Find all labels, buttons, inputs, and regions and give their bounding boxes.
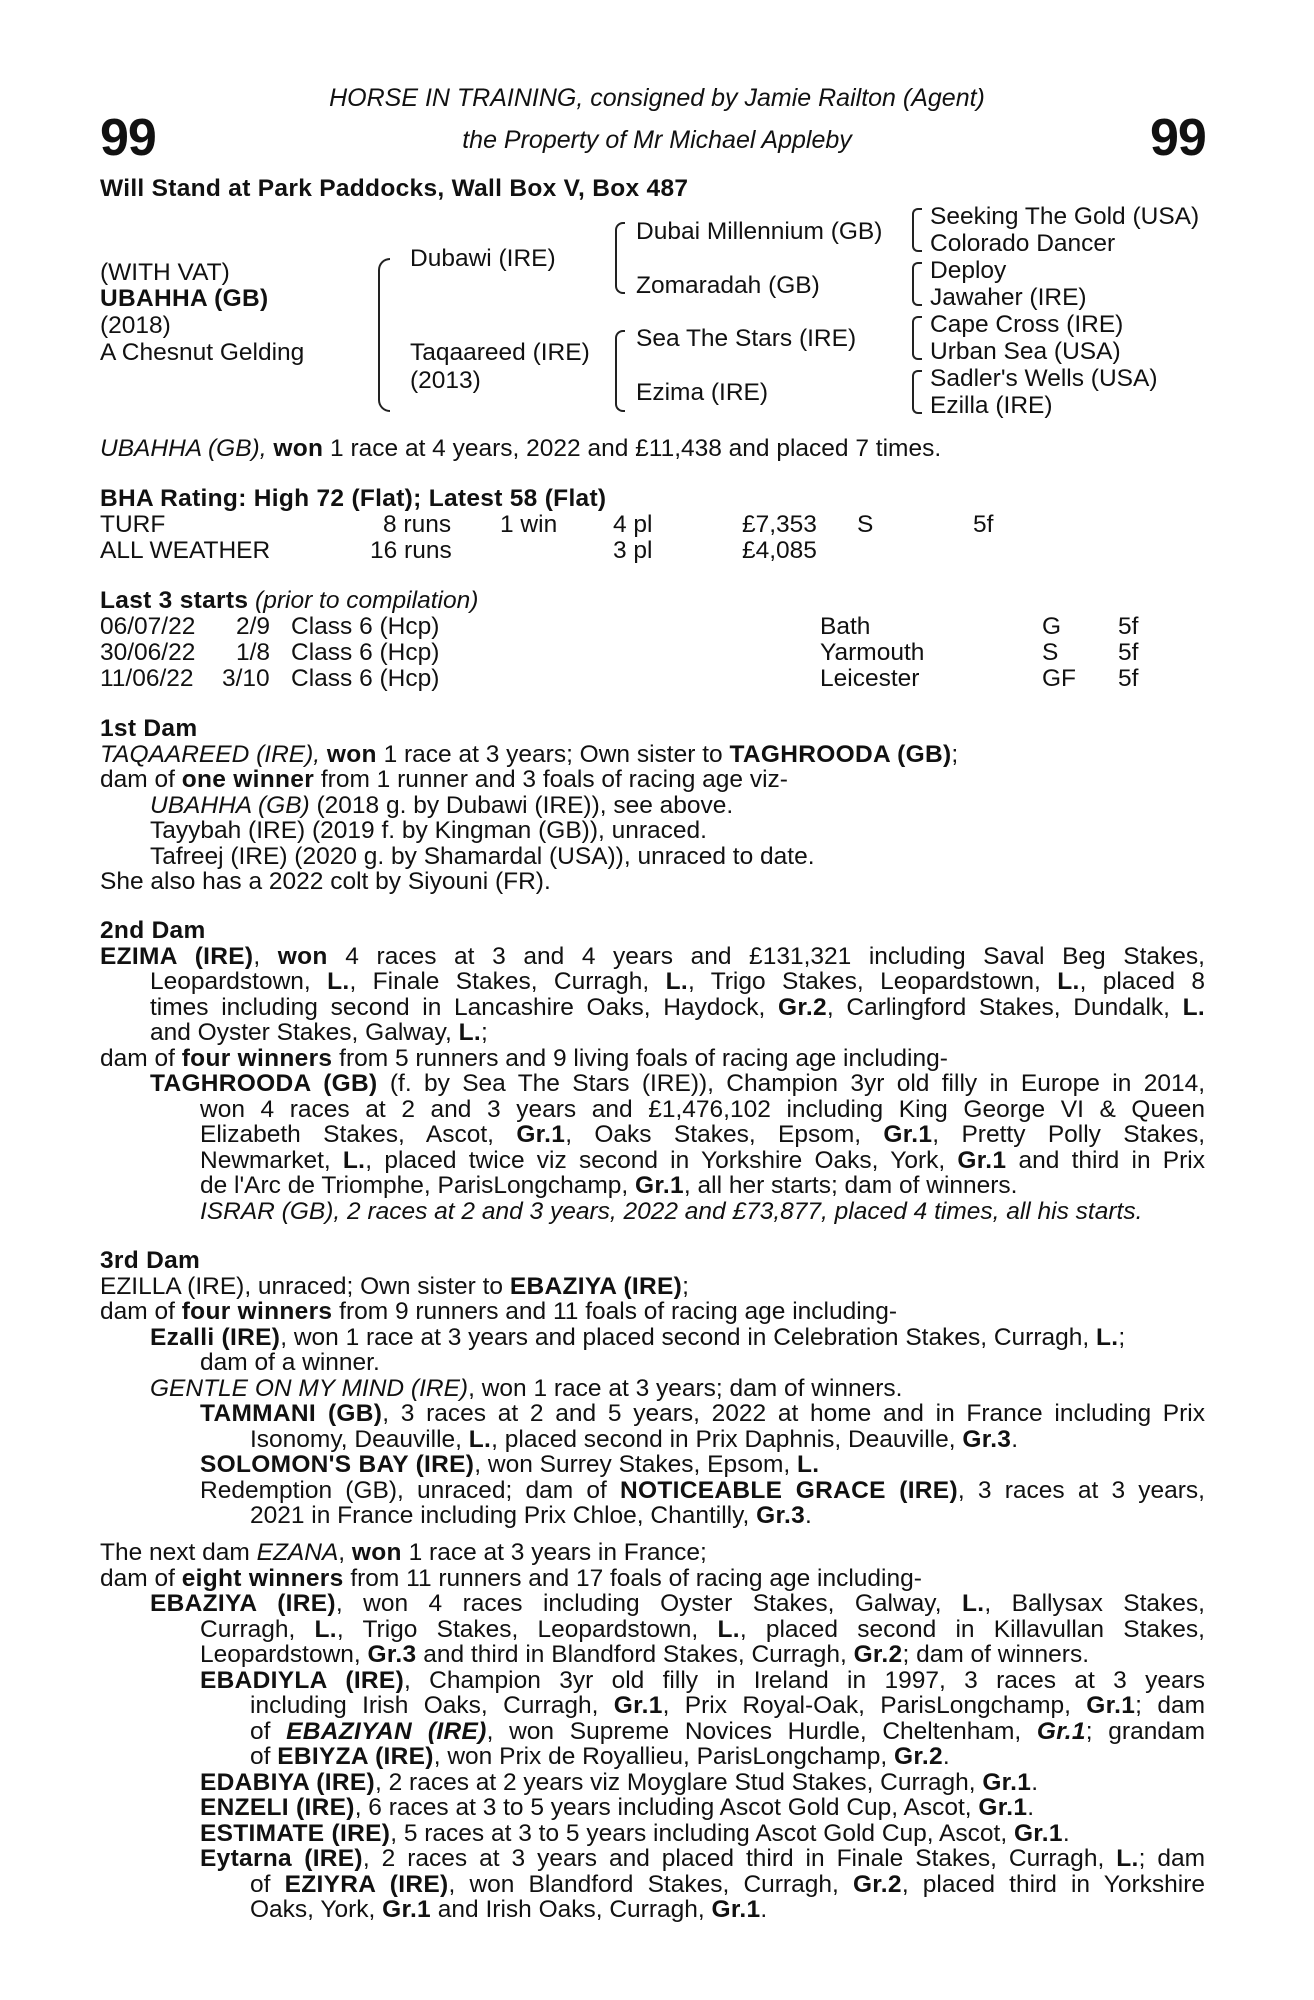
third-dam-line: dam of four winners from 9 runners and 11 foals of racing age including- (100, 1298, 898, 1325)
start-going: GF (1042, 665, 1077, 692)
pedigree-brace-3a (912, 208, 922, 252)
third-dam-line: GENTLE ON MY MIND (IRE), won 1 race at 3 years; dam of winners. (150, 1374, 903, 1402)
start-class: Class 6 (Hcp) (291, 639, 440, 666)
rating-dist-turf: 5f (973, 511, 994, 538)
start-class: Class 6 (Hcp) (291, 613, 440, 640)
second-dam-line: times including second in Lancashire Oaks, Haydock, Gr.2, Carlingford Stakes, Dundalk, L. (150, 994, 1205, 1020)
pedigree-sds: Deploy (930, 257, 1007, 284)
second-dam-section (100, 918, 1205, 1224)
first-dam-heading: 1st Dam (100, 715, 198, 742)
race-summary: UBAHHA (GB), won 1 race at 4 years, 2022 and £11,438 and placed 7 times. (100, 435, 942, 462)
first-dam-section (100, 716, 1205, 895)
first-dam-line: TAQAAREED (IRE), won 1 race at 3 years; Own sister to TAGHROODA (GB); (100, 740, 959, 768)
start-dist: 5f (1118, 639, 1139, 666)
next-dam-line: Oaks, York, Gr.1 and Irish Oaks, Curragh, Gr.1. (250, 1896, 768, 1923)
pedigree-dds: Sadler's Wells (USA) (930, 365, 1158, 392)
start-dist: 5f (1118, 665, 1139, 692)
pedigree-dam-sire: Sea The Stars (IRE) (636, 325, 857, 352)
second-dam-heading: 2nd Dam (100, 917, 206, 944)
third-dam-line: dam of a winner. (200, 1349, 380, 1376)
start-date: 11/06/22 (100, 665, 194, 692)
next-dam-line: of EZIYRA (IRE), won Blandford Stakes, Curragh, Gr.2, placed third in Yorkshire (250, 1871, 1205, 1897)
rating-surface-aw: ALL WEATHER (100, 537, 271, 564)
second-dam-line: EZIMA (IRE), won 4 races at 3 and 4 years and £131,321 including Saval Beg Stakes, (100, 943, 1205, 969)
second-dam-line: Elizabeth Stakes, Ascot, Gr.1, Oaks Stakes, Epsom, Gr.1, Pretty Polly Stakes, (200, 1122, 1205, 1148)
third-dam-line: Ezalli (IRE), won 1 race at 3 years and placed second in Celebration Stakes, Curragh, L.; (150, 1323, 1126, 1351)
next-dam-line: Leopardstown, Gr.3 and third in Blandford Stakes, Curragh, Gr.2; dam of winners. (200, 1641, 1090, 1668)
third-dam-line: SOLOMON'S BAY (IRE), won Surrey Stakes, Epsom, L. (200, 1451, 820, 1478)
pedigree-brace-3c (912, 316, 922, 360)
second-dam-line: dam of four winners from 5 runners and 9 living foals of racing age including- (100, 1044, 948, 1072)
second-dam-line: TAGHROODA (GB) (f. by Sea The Stars (IRE)), Champion 3yr old filly in Europe in 2014, (150, 1071, 1205, 1097)
start-class: Class 6 (Hcp) (291, 665, 440, 692)
start-dist: 5f (1118, 613, 1139, 640)
horse-name: UBAHHA (GB) (100, 285, 269, 312)
next-dam-line: including Irish Oaks, Curragh, Gr.1, Prix Royal-Oak, ParisLongchamp, Gr.1; dam (250, 1693, 1205, 1719)
property-line: the Property of Mr Michael Appleby (462, 126, 852, 154)
start-date: 30/06/22 (100, 639, 196, 666)
horse-year: (2018) (100, 312, 171, 339)
lot-number-left: 99 (100, 109, 156, 167)
pedigree-brace-3b (912, 262, 922, 306)
next-dam-line: of EBIYZA (IRE), won Prix de Royallieu, ParisLongchamp, Gr.2. (250, 1743, 950, 1770)
next-dam-line: The next dam EZANA, won 1 race at 3 years in France; (100, 1539, 707, 1566)
next-dam-line: dam of eight winners from 11 runners and 17 foals of racing age including- (100, 1564, 922, 1592)
second-dam-line: won 4 races at 2 and 3 years and £1,476,102 including King George VI & Queen (200, 1096, 1205, 1122)
rating-prize-turf: £7,353 (742, 511, 817, 538)
pedigree-sire-dam: Zomaradah (GB) (636, 272, 820, 299)
first-dam-line: She also has a 2022 colt by Siyouni (FR). (100, 868, 551, 895)
next-dam-line: ESTIMATE (IRE), 5 races at 3 to 5 years including Ascot Gold Cup, Ascot, Gr.1. (200, 1819, 1070, 1847)
vat-note: (WITH VAT) (100, 259, 230, 286)
consignor-line: HORSE IN TRAINING, consigned by Jamie Railton (Agent) (329, 84, 985, 112)
second-dam-line: ISRAR (GB), 2 races at 2 and 3 years, 2022 and £73,877, placed 4 times, all his starts. (200, 1197, 1143, 1225)
pedigree-ssd: Colorado Dancer (930, 230, 1116, 257)
third-dam-heading: 3rd Dam (100, 1247, 201, 1274)
pedigree-dsd: Urban Sea (USA) (930, 338, 1121, 365)
second-dam-line: Leopardstown, L., Finale Stakes, Curragh, L., Trigo Stakes, Leopardstown, L., placed 8 (150, 969, 1205, 995)
start-going: G (1042, 613, 1062, 640)
rating-surface-turf: TURF (100, 511, 166, 538)
second-dam-line: and Oyster Stakes, Galway, L.; (150, 1019, 488, 1046)
first-dam-line: dam of one winner from 1 runner and 3 foals of racing age viz- (100, 766, 788, 793)
pedigree-dam-dam: Ezima (IRE) (636, 379, 769, 406)
start-position: 3/10 (222, 665, 270, 692)
rating-prize-aw: £4,085 (742, 537, 817, 564)
first-dam-line: Tayybah (IRE) (2019 f. by Kingman (GB)), unraced. (150, 817, 707, 844)
next-dam-line: ENZELI (IRE), 6 races at 3 to 5 years including Ascot Gold Cup, Ascot, Gr.1. (200, 1794, 1035, 1821)
next-dam-line: EBADIYLA (IRE), Champion 3yr old filly in Ireland in 1997, 3 races at 3 years (200, 1667, 1205, 1693)
pedigree-ddd: Ezilla (IRE) (930, 392, 1053, 419)
first-dam-line: UBAHHA (GB) (2018 g. by Dubawi (IRE)), see above. (150, 791, 734, 819)
last-starts-heading: Last 3 starts (prior to compilation) (100, 587, 479, 614)
rating-placed-turf: 4 pl (613, 511, 653, 538)
next-dam-line: Eytarna (IRE), 2 races at 3 years and placed third in Finale Stakes, Curragh, L.; dam (200, 1846, 1205, 1872)
start-going: S (1042, 639, 1059, 666)
next-dam-line: of EBAZIYAN (IRE), won Supreme Novices Hurdle, Cheltenham, Gr.1; grandam (250, 1718, 1205, 1744)
third-dam-line: 2021 in France including Prix Chloe, Chantilly, Gr.3. (250, 1502, 812, 1529)
third-dam-line: TAMMANI (GB), 3 races at 2 and 5 years, 2022 at home and in France including Prix (200, 1401, 1205, 1427)
pedigree-brace-2b (615, 330, 625, 412)
bha-rating: BHA Rating: High 72 (Flat); Latest 58 (Flat) (100, 485, 607, 512)
third-dam-line: EZILLA (IRE), unraced; Own sister to EBAZIYA (IRE); (100, 1272, 689, 1300)
start-date: 06/07/22 (100, 613, 196, 640)
next-dam-line: EDABIYA (IRE), 2 races at 2 years viz Moyglare Stud Stakes, Curragh, Gr.1. (200, 1768, 1038, 1796)
pedigree-dam: Taqaareed (IRE) (410, 339, 590, 366)
stand-location: Will Stand at Park Paddocks, Wall Box V, Box 487 (100, 175, 689, 202)
rating-runs-turf: 8 runs (383, 511, 452, 538)
rating-placed-aw: 3 pl (613, 537, 653, 564)
third-dam-section (100, 1248, 1205, 1529)
start-course: Yarmouth (820, 639, 925, 666)
start-position: 2/9 (236, 613, 271, 640)
lot-number-right: 99 (1150, 109, 1206, 167)
pedigree-sire-sire: Dubai Millennium (GB) (636, 218, 883, 245)
start-course: Bath (820, 613, 871, 640)
pedigree-dss: Cape Cross (IRE) (930, 311, 1124, 338)
pedigree-brace-3d (912, 370, 922, 414)
pedigree-sire: Dubawi (IRE) (410, 245, 556, 272)
start-position: 1/8 (236, 639, 271, 666)
rating-going-turf: S (857, 511, 874, 538)
rating-wins-turf: 1 win (500, 511, 558, 538)
second-dam-line: de l'Arc de Triomphe, ParisLongchamp, Gr.1, all her starts; dam of winners. (200, 1172, 1018, 1199)
next-dam-line: EBAZIYA (IRE), won 4 races including Oyster Stakes, Galway, L., Ballysax Stakes, (150, 1591, 1205, 1617)
horse-description: A Chesnut Gelding (100, 339, 305, 366)
rating-runs-aw: 16 runs (370, 537, 452, 564)
pedigree-brace-1 (378, 258, 390, 412)
pedigree-dam-year: (2013) (410, 367, 481, 394)
second-dam-line: Newmarket, L., placed twice viz second in Yorkshire Oaks, York, Gr.1 and third in Prix (200, 1147, 1205, 1173)
first-dam-line: Tafreej (IRE) (2020 g. by Shamardal (USA)), unraced to date. (150, 842, 815, 870)
pedigree-brace-2a (615, 222, 625, 294)
third-dam-line: Redemption (GB), unraced; dam of NOTICEABLE GRACE (IRE), 3 races at 3 years, (200, 1477, 1205, 1503)
third-dam-line: Isonomy, Deauville, L., placed second in Prix Daphnis, Deauville, Gr.3. (250, 1425, 1019, 1453)
pedigree-sss: Seeking The Gold (USA) (930, 203, 1200, 230)
next-dam-section (100, 1540, 1205, 1923)
start-course: Leicester (820, 665, 920, 692)
next-dam-line: Curragh, L., Trigo Stakes, Leopardstown, L., placed second in Killavullan Stakes, (200, 1616, 1205, 1642)
pedigree-sdd: Jawaher (IRE) (930, 284, 1087, 311)
